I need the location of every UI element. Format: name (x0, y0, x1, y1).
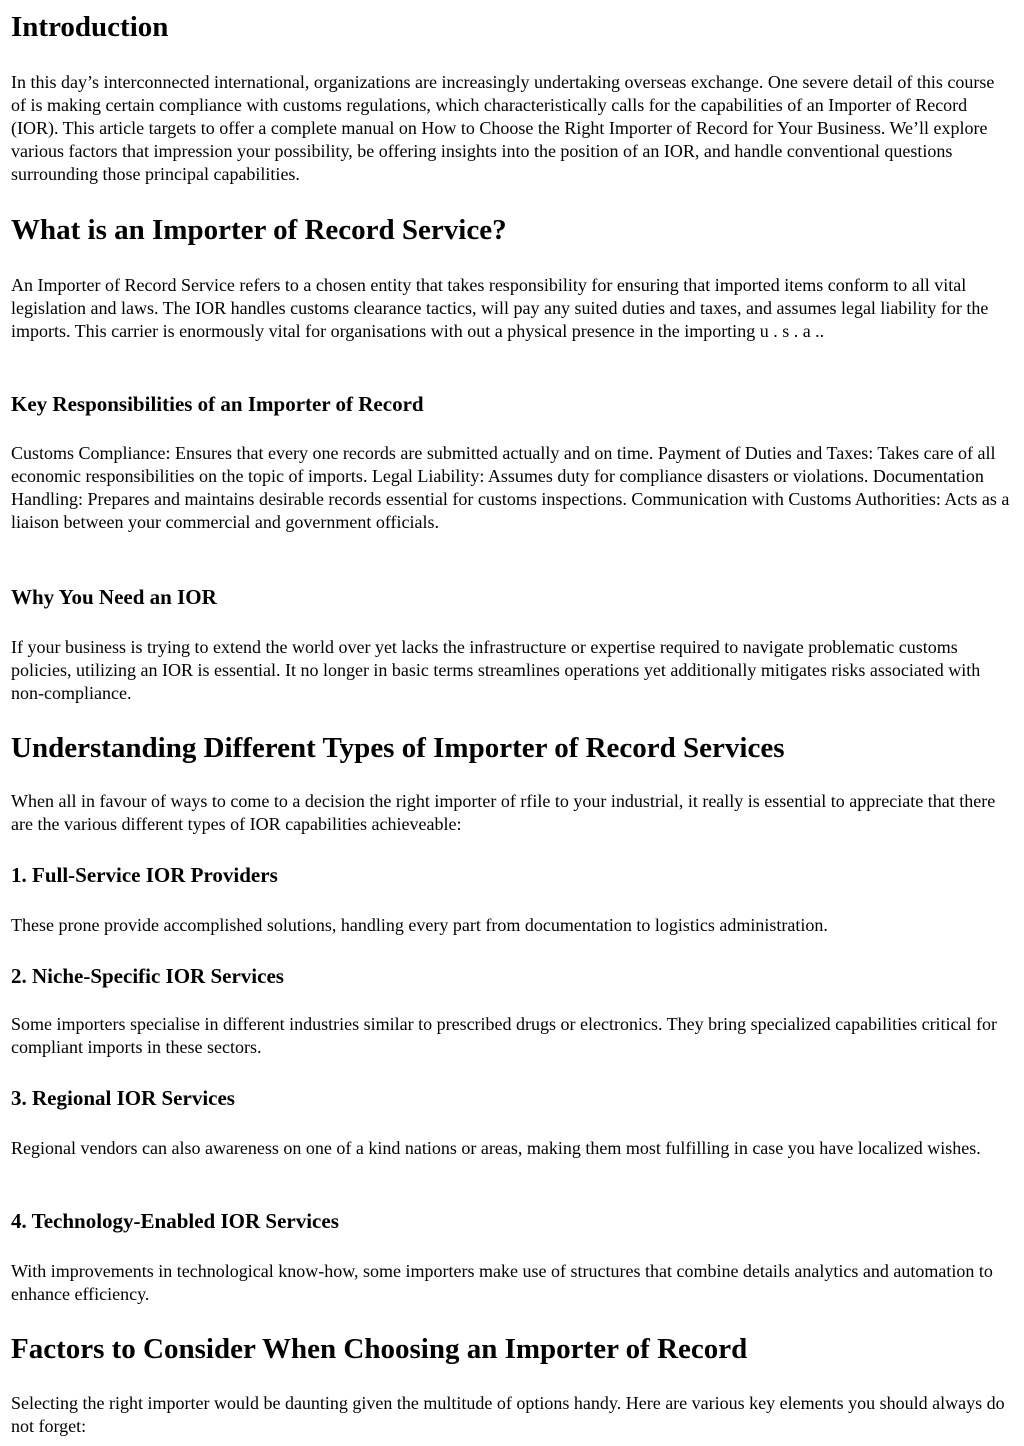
paragraph-niche-specific: Some importers specialise in different industries similar to prescribed drugs or electronics. They bring specialized capabilities critical for compliant imports in these sectors. (11, 1014, 998, 1057)
section-heading-types: Understanding Different Types of Importer of Record Services (11, 732, 785, 764)
subheading-key-responsibilities: Key Responsibilities of an Importer of Record (11, 392, 424, 416)
section-heading-factors: Factors to Consider When Choosing an Importer of Record (11, 1333, 748, 1365)
paragraph-why-you-need-ior: If your business is trying to extend the world over yet lacks the infrastructure or expertise required to navigate problematic customs policies, utilizing an IOR is essential. It no longer in basic terms streamlines operations yet additionally mitigates risks associated with non-compliance. (11, 637, 981, 703)
subheading-niche-specific: 2. Niche-Specific IOR Services (11, 964, 284, 988)
section-heading-introduction: Introduction (11, 11, 169, 43)
paragraph-factors: Selecting the right importer would be daunting given the multitude of options handy. Here are various key elements you should always do not forget: (11, 1393, 1005, 1436)
subheading-why-you-need-ior: Why You Need an IOR (11, 585, 217, 609)
subheading-full-service: 1. Full-Service IOR Providers (11, 863, 278, 887)
subheading-technology-enabled: 4. Technology-Enabled IOR Services (11, 1209, 339, 1233)
paragraph-technology-enabled: With improvements in technological know-how, some importers make use of structures that combine details analytics and automation to enhance efficiency. (11, 1261, 993, 1304)
paragraph-full-service: These prone provide accomplished solutions, handling every part from documentation to logistics administration. (11, 915, 828, 935)
paragraph-regional: Regional vendors can also awareness on one of a kind nations or areas, making them most fulfilling in case you have localized wishes. (11, 1138, 981, 1158)
section-heading-what-is-ior: What is an Importer of Record Service? (11, 214, 507, 246)
paragraph-what-is-ior: An Importer of Record Service refers to a chosen entity that takes responsibility for ensuring that imported items conform to all vital legislation and laws. The IOR handles customs clearance tactics, will pay any suited duties and taxes, and assumes legal liability for the imports. This carrier is enormously vital for organisations with out a physical presence in the importing u . s . a .. (11, 275, 989, 341)
paragraph-key-responsibilities: Customs Compliance: Ensures that every one records are submitted actually and on time. Payment of Duties and Taxes: Takes care of all economic responsibilities on the topic of imports. Legal Liability: Assumes duty for compliance disasters or violations. Documentation Handling: Prepares and maintains desirable records essential for customs inspections. Communication with Customs Authorities: Acts as a liaison between your commercial and government officials. (11, 443, 1010, 532)
paragraph-introduction: In this day’s interconnected international, organizations are increasingly undertaking overseas exchange. One severe detail of this course of is making certain compliance with customs regulations, which characteristically calls for the capabilities of an Importer of Record (IOR). This article targets to offer a complete manual on How to Choose the Right Importer of Record for Your Business. We’ll explore various factors that impression your possibility, be offering insights into the position of an IOR, and handle conventional questions surrounding those principal capabilities. (11, 72, 995, 184)
paragraph-types: When all in favour of ways to come to a decision the right importer of rfile to your industrial, it really is essential to appreciate that there are the various different types of IOR capabilities achieveable: (11, 791, 996, 834)
subheading-regional: 3. Regional IOR Services (11, 1086, 235, 1110)
